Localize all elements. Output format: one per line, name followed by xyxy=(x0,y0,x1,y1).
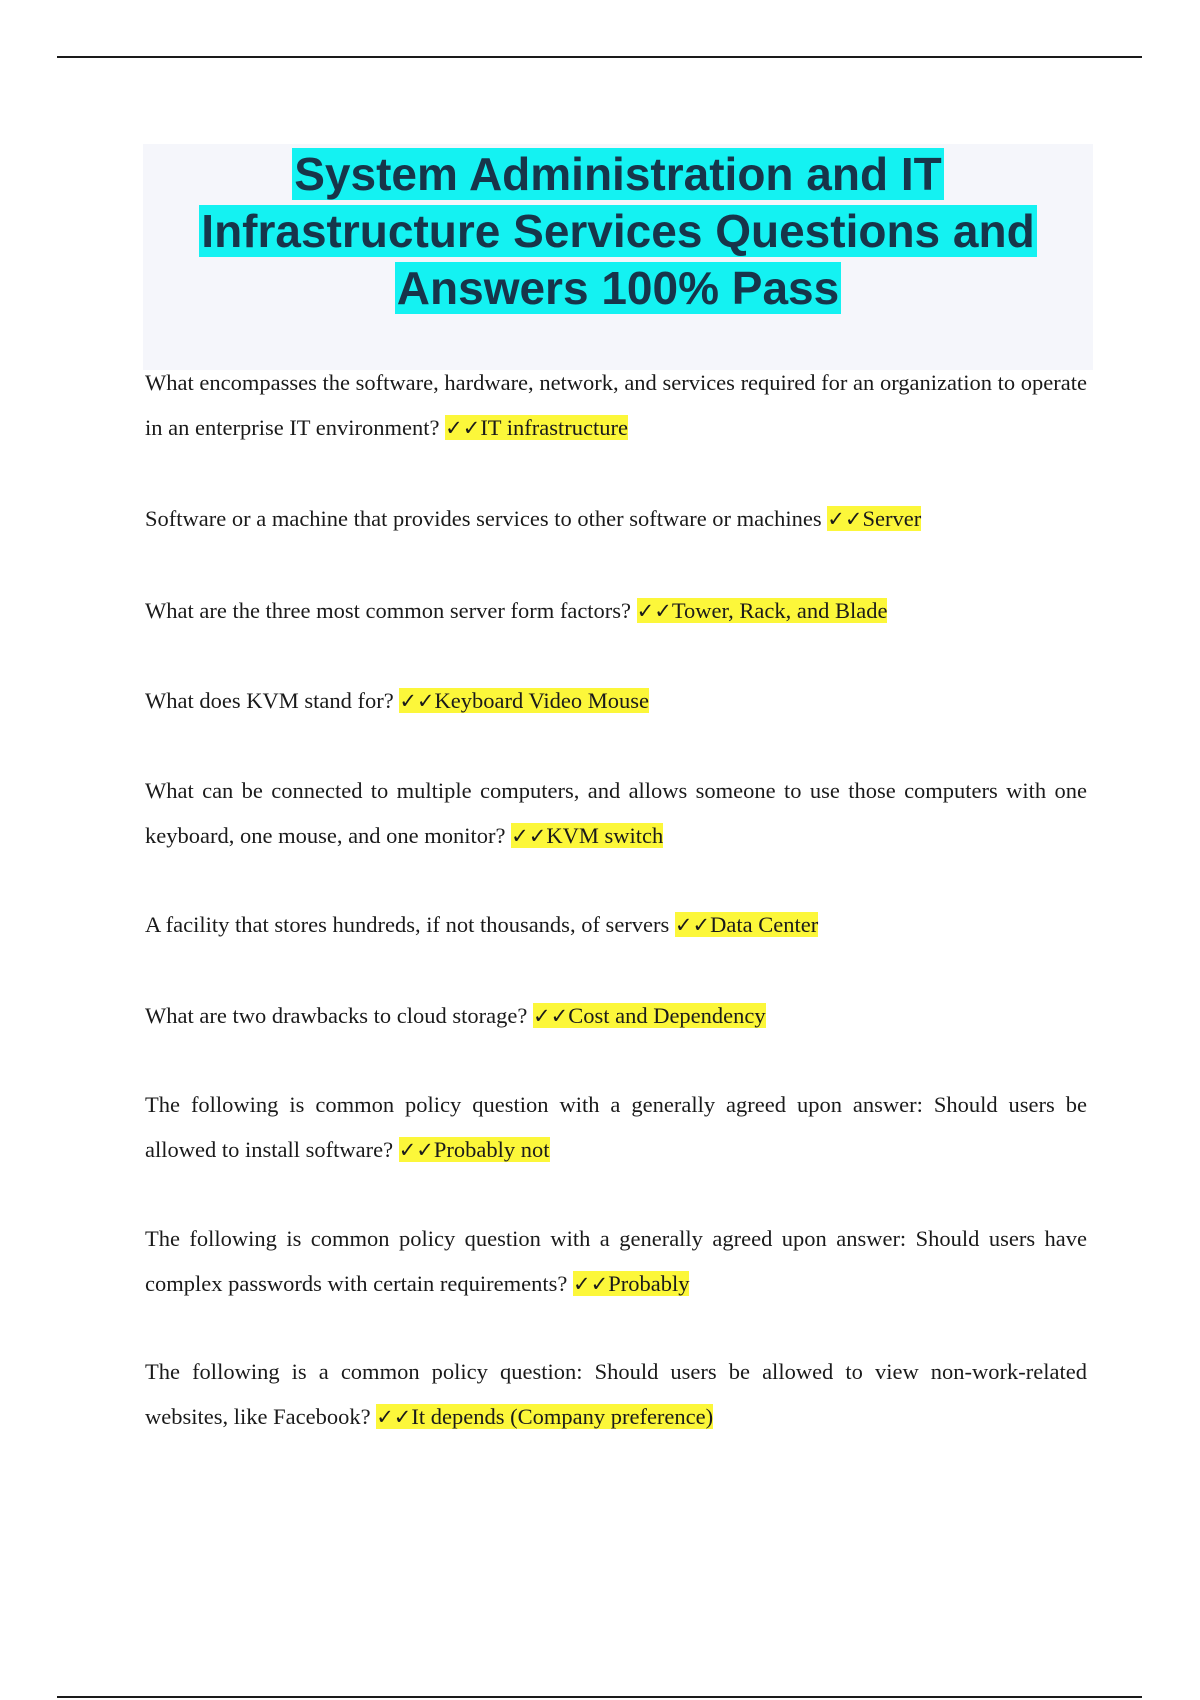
answer-highlight xyxy=(675,912,818,937)
header-rule xyxy=(57,56,1142,58)
document-title xyxy=(143,146,1093,317)
question-text: What does KVM stand for? xyxy=(145,688,400,713)
answer-highlight xyxy=(511,823,663,848)
question-text: The following is a common policy question: Should users be allowed to view non-work-related websites, like Facebook? xyxy=(145,1359,1087,1429)
double-check-icon: ✓✓ xyxy=(511,824,547,848)
title-line: Infrastructure Services Questions and xyxy=(201,205,1035,257)
answer-text: Server xyxy=(862,506,922,531)
double-check-icon: ✓✓ xyxy=(827,507,863,531)
title-panel xyxy=(143,144,1093,370)
double-check-icon: ✓✓ xyxy=(445,416,481,440)
question-text: What encompasses the software, hardware, network, and services required for an organization to operate in an enterprise IT environment? xyxy=(145,370,1087,440)
qa-list xyxy=(145,360,1087,1440)
question-text: A facility that stores hundreds, if not thousands, of servers xyxy=(145,912,675,937)
question-text: The following is common policy question with a generally agreed upon answer: Should users have complex passwords with certain requirements? xyxy=(145,1226,1087,1296)
question-text: What are two drawbacks to cloud storage? xyxy=(145,1003,533,1028)
answer-highlight xyxy=(445,415,628,440)
answer-text: KVM switch xyxy=(546,823,664,848)
answer-highlight xyxy=(399,1137,550,1162)
qa-item xyxy=(145,360,1087,451)
qa-item xyxy=(145,1349,1087,1440)
title-line: Answers 100% Pass xyxy=(396,262,840,314)
double-check-icon: ✓✓ xyxy=(399,689,435,713)
qa-item xyxy=(145,496,1087,542)
double-check-icon: ✓✓ xyxy=(674,913,711,937)
answer-highlight xyxy=(376,1404,713,1429)
answer-text: Cost and Dependency xyxy=(568,1003,766,1028)
qa-item xyxy=(145,588,1087,634)
qa-item xyxy=(145,993,1087,1039)
answer-text: IT infrastructure xyxy=(480,415,628,440)
answer-highlight xyxy=(573,1271,689,1296)
answer-text: Keyboard Video Mouse xyxy=(434,688,649,713)
double-check-icon: ✓✓ xyxy=(532,1004,569,1028)
question-text: The following is common policy question with a generally agreed upon answer: Should users be allowed to install software? xyxy=(145,1092,1087,1162)
answer-highlight xyxy=(533,1003,766,1028)
question-text: What can be connected to multiple computers, and allows someone to use those computers with one keyboard, one mouse, and one monitor? xyxy=(145,778,1087,848)
answer-text: Data Center xyxy=(710,912,819,937)
title-line: System Administration and IT xyxy=(294,148,942,200)
qa-item xyxy=(145,678,1087,724)
double-check-icon: ✓✓ xyxy=(398,1138,434,1162)
question-text: Software or a machine that provides services to other software or machines xyxy=(145,506,828,531)
answer-highlight xyxy=(637,598,888,623)
answer-text: Probably xyxy=(608,1271,690,1296)
answer-text: Tower, Rack, and Blade xyxy=(671,598,888,623)
answer-highlight xyxy=(399,688,649,713)
double-check-icon: ✓✓ xyxy=(376,1405,412,1429)
qa-item xyxy=(145,1082,1087,1173)
double-check-icon: ✓✓ xyxy=(573,1272,609,1296)
answer-text: Probably not xyxy=(433,1137,550,1162)
answer-text: It depends (Company preference) xyxy=(411,1404,714,1429)
qa-item xyxy=(145,768,1087,859)
qa-item xyxy=(145,902,1087,948)
answer-highlight xyxy=(827,506,921,531)
double-check-icon: ✓✓ xyxy=(636,599,672,623)
question-text: What are the three most common server form factors? xyxy=(145,598,637,623)
qa-item xyxy=(145,1216,1087,1307)
footer-rule xyxy=(57,1696,1142,1698)
